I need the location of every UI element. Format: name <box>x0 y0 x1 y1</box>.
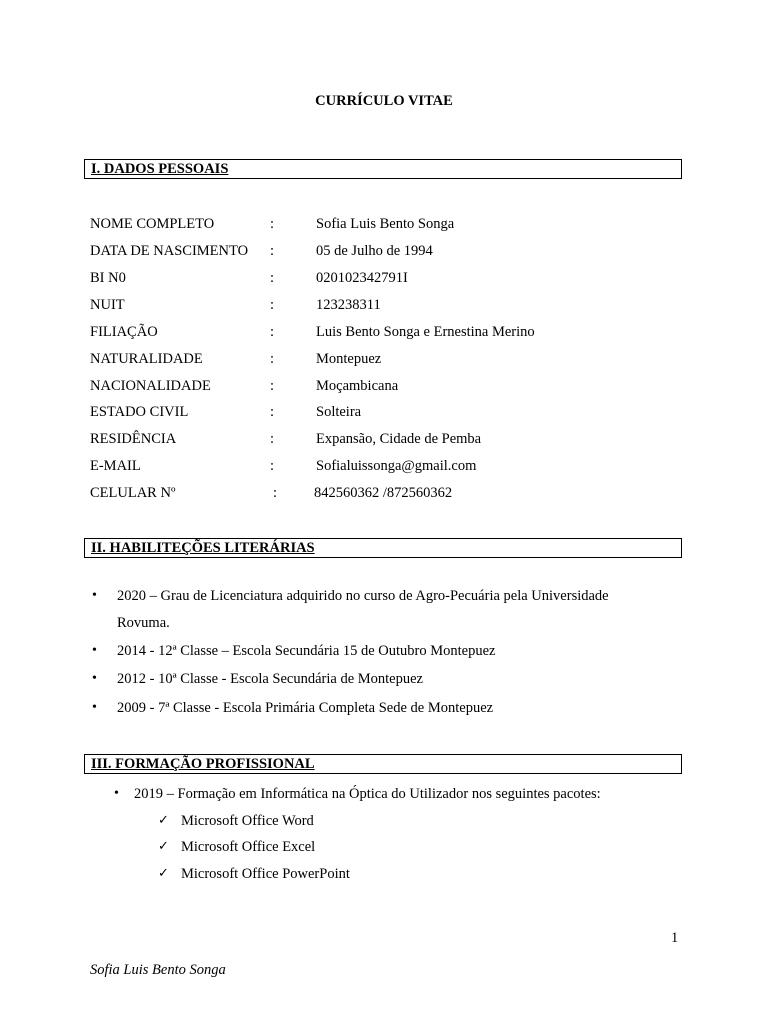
section-heading-literary-text: II. HABILITEÇÕES LITERÁRIAS <box>91 540 315 556</box>
field-value: 020102342791I <box>316 270 408 286</box>
personal-row-full-name <box>90 216 690 236</box>
page-number: 1 <box>671 930 679 946</box>
checkmark-icon: ✓ <box>158 813 169 828</box>
field-label: DATA DE NASCIMENTO <box>90 243 249 259</box>
field-separator: : <box>270 297 275 313</box>
field-label: FILIAÇÃO <box>90 324 158 340</box>
bullet-icon: • <box>92 700 97 715</box>
document-title: CURRÍCULO VITAE <box>315 93 453 109</box>
field-value: Luis Bento Songa e Ernestina Merino <box>316 324 535 340</box>
field-separator: : <box>270 216 275 232</box>
list-item-continuation: Rovuma. <box>117 615 170 631</box>
section-heading-professional-text: III. FORMAÇÃO PROFISSIONAL <box>91 756 315 772</box>
check-list-item-text: Microsoft Office Excel <box>181 839 316 855</box>
list-item-text: 2012 - 10ª Classe - Escola Secundária de Montepuez <box>117 671 423 687</box>
personal-row-nationality <box>90 378 690 398</box>
personal-row-phone <box>90 485 690 505</box>
section-heading-personal <box>84 159 682 179</box>
footer-author-name: Sofia Luis Bento Songa <box>90 962 226 978</box>
personal-row-birth-date <box>90 243 690 263</box>
list-item-text: 2009 - 7ª Classe - Escola Primária Completa Sede de Montepuez <box>117 700 494 716</box>
section-heading-literary <box>84 538 682 558</box>
field-separator: : <box>273 485 278 501</box>
field-separator: : <box>270 270 275 286</box>
check-list-item-text: Microsoft Office Word <box>181 813 314 829</box>
bullet-icon: • <box>92 588 97 603</box>
field-value: Sofia Luis Bento Songa <box>316 216 455 232</box>
field-value: Moçambicana <box>316 378 399 394</box>
field-separator: : <box>270 243 275 259</box>
field-label: NOME COMPLETO <box>90 216 215 232</box>
personal-row-nuit <box>90 297 690 317</box>
field-separator: : <box>270 458 275 474</box>
list-item-text: 2014 - 12ª Classe – Escola Secundária 15 de Outubro Montepuez <box>117 643 496 659</box>
field-label: NACIONALIDADE <box>90 378 211 394</box>
bullet-icon: • <box>92 643 97 658</box>
field-label: NUIT <box>90 297 125 313</box>
field-label: E-MAIL <box>90 458 141 474</box>
field-label: CELULAR Nº <box>90 485 176 501</box>
field-label: BI N0 <box>90 270 126 286</box>
field-label: ESTADO CIVIL <box>90 404 189 420</box>
field-value: Expansão, Cidade de Pemba <box>316 431 482 447</box>
personal-row-birthplace <box>90 351 690 371</box>
list-item-text: 2019 – Formação em Informática na Óptica do Utilizador nos seguintes pacotes: <box>134 786 601 802</box>
field-separator: : <box>270 351 275 367</box>
personal-row-email <box>90 458 690 478</box>
field-label: NATURALIDADE <box>90 351 203 367</box>
check-list-item-text: Microsoft Office PowerPoint <box>181 866 350 882</box>
field-value: Sofialuissonga@gmail.com <box>316 458 477 474</box>
personal-row-residence <box>90 431 690 451</box>
personal-row-marital-status <box>90 404 690 424</box>
personal-row-bi-number <box>90 270 690 290</box>
field-value: Montepuez <box>316 351 382 367</box>
field-value: 123238311 <box>316 297 381 313</box>
bullet-icon: • <box>92 671 97 686</box>
field-label: RESIDÊNCIA <box>90 431 177 447</box>
field-separator: : <box>270 431 275 447</box>
field-value: 842560362 /872560362 <box>314 485 453 501</box>
field-value: Solteira <box>316 404 362 420</box>
bullet-icon: • <box>114 786 119 801</box>
section-heading-personal-text: I. DADOS PESSOAIS <box>91 161 229 177</box>
field-value: 05 de Julho de 1994 <box>316 243 433 259</box>
field-separator: : <box>270 324 275 340</box>
checkmark-icon: ✓ <box>158 866 169 881</box>
field-separator: : <box>270 378 275 394</box>
section-heading-professional <box>84 754 682 774</box>
personal-row-filiation <box>90 324 690 344</box>
field-separator: : <box>270 404 275 420</box>
checkmark-icon: ✓ <box>158 839 169 854</box>
list-item-text: 2020 – Grau de Licenciatura adquirido no curso de Agro-Pecuária pela Universidade <box>117 588 609 604</box>
